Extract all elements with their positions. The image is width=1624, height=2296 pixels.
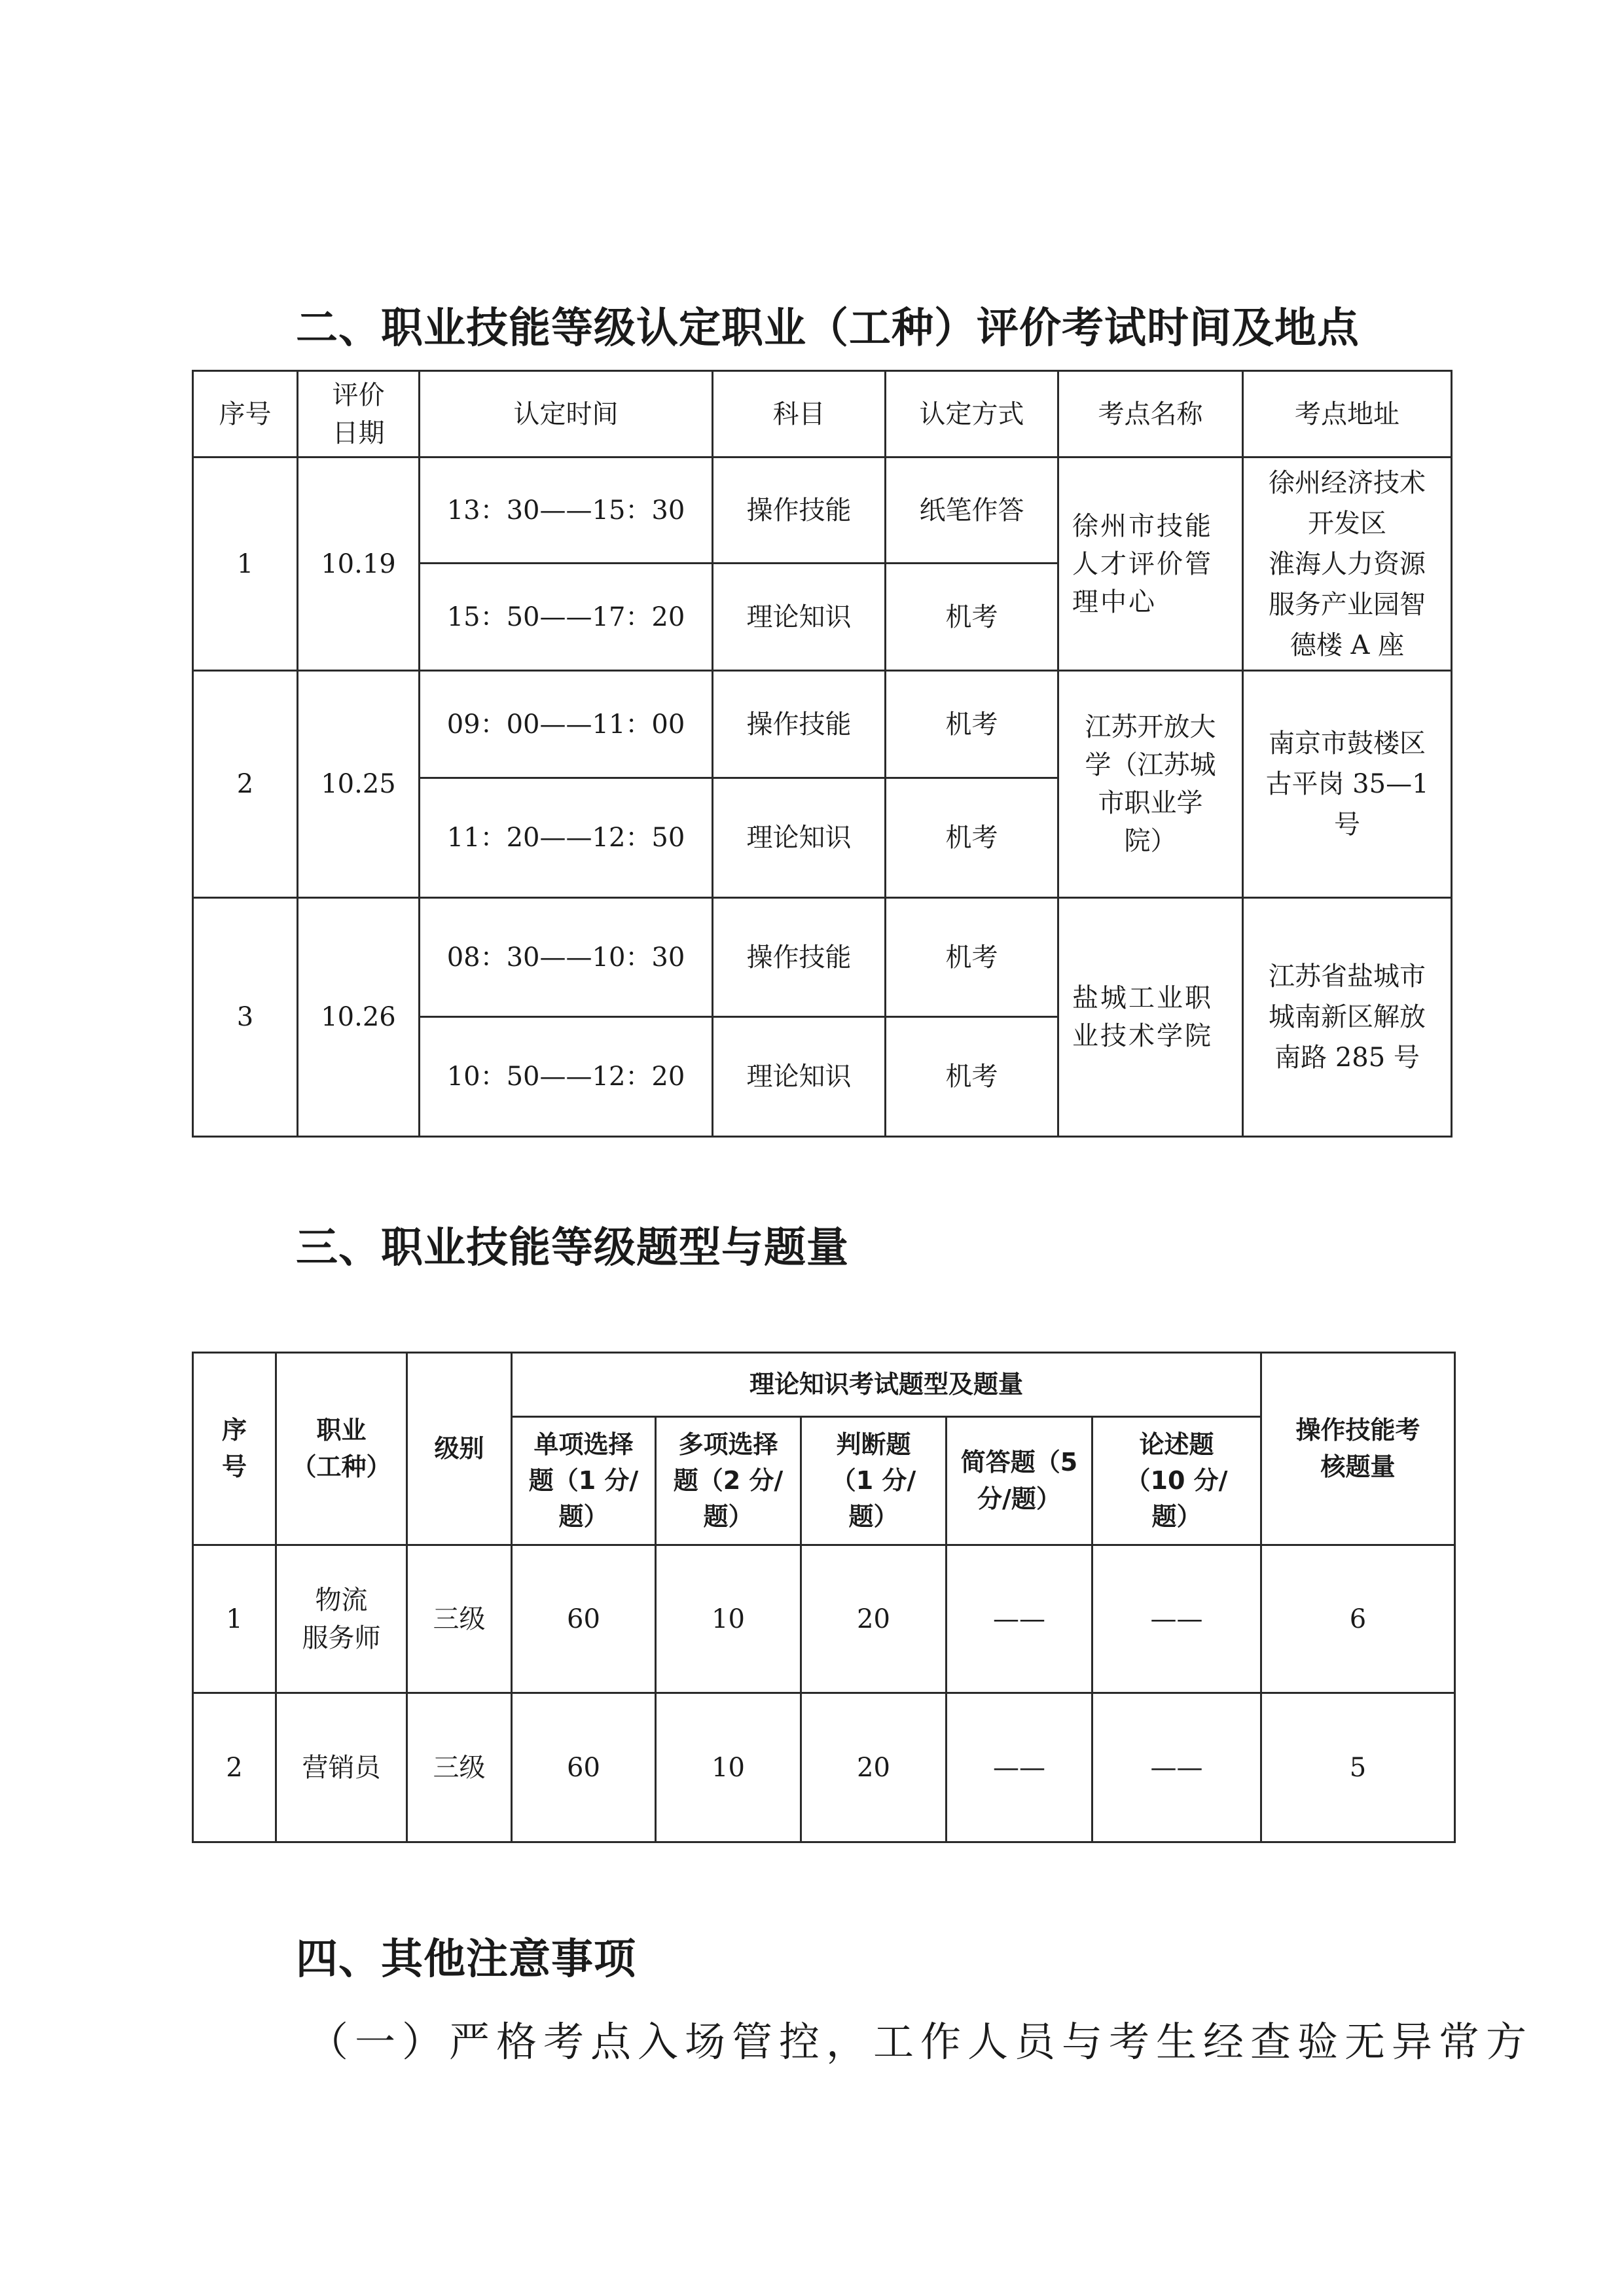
cell-job [276, 1693, 407, 1842]
session-subject: 操作技能 [713, 898, 886, 1017]
header-line: 论述题 [1139, 1429, 1214, 1459]
address-line: 开发区 [1308, 508, 1386, 539]
cell-no: 2 [193, 1693, 276, 1842]
header-date-line: 评价 [332, 380, 385, 410]
session-method: 机考 [886, 564, 1058, 671]
header-job [276, 1353, 407, 1545]
header-ops [1261, 1353, 1455, 1545]
address-line: 服务产业园智 [1269, 589, 1426, 620]
address-line: 南路 285 号 [1274, 1043, 1420, 1073]
site-name [1058, 457, 1243, 671]
session-subject: 理论知识 [713, 564, 886, 671]
table-header-row [193, 371, 1452, 457]
header-line: 题（1 分/ [528, 1465, 639, 1495]
address-line: 江苏省盐城市 [1269, 961, 1426, 992]
site-address [1243, 457, 1452, 671]
site-line: 盐城工业职 [1072, 983, 1213, 1013]
session-method: 机考 [886, 671, 1058, 778]
address-line: 德楼 A 座 [1290, 630, 1405, 660]
address-line: 号 [1334, 810, 1360, 840]
section-4-title: 四、其他注意事项 [296, 1935, 636, 1984]
session-subject: 理论知识 [713, 1017, 886, 1137]
cell-essay: —— [1092, 1693, 1261, 1842]
header-multi-choice [656, 1417, 801, 1545]
address-line: 淮海人力资源 [1269, 548, 1426, 579]
header-no-line: 号 [221, 1452, 247, 1481]
table-row [193, 1545, 1455, 1693]
header-single-choice [512, 1417, 656, 1545]
header-line: （1 分/ [831, 1465, 916, 1495]
session-method: 机考 [886, 1017, 1058, 1137]
row-date: 10.26 [298, 898, 420, 1137]
row-no: 3 [193, 898, 298, 1137]
site-name [1058, 898, 1243, 1137]
header-level: 级别 [407, 1353, 512, 1545]
header-judgement [801, 1417, 947, 1545]
cell-job [276, 1545, 407, 1693]
header-no-line: 序 [221, 1416, 247, 1445]
cell-short: —— [947, 1693, 1092, 1842]
site-line: 学（江苏城 [1085, 750, 1216, 780]
job-line: 服务师 [302, 1623, 381, 1653]
session-method: 机考 [886, 898, 1058, 1017]
site-line: 徐州市技能 [1072, 511, 1213, 541]
header-essay [1092, 1417, 1261, 1545]
header-no [193, 1353, 276, 1545]
cell-judge: 20 [801, 1545, 947, 1693]
row-date: 10.25 [298, 671, 420, 898]
table-row [193, 1693, 1455, 1842]
cell-essay: —— [1092, 1545, 1261, 1693]
session-time: 15：50——17：20 [420, 564, 713, 671]
header-time: 认定时间 [420, 371, 713, 457]
header-line: 单项选择 [533, 1429, 634, 1459]
session-method: 纸笔作答 [886, 457, 1058, 564]
session-subject: 操作技能 [713, 457, 886, 564]
header-theory-group: 理论知识考试题型及题量 [512, 1353, 1261, 1417]
exam-schedule-table [192, 370, 1453, 1138]
address-line: 徐州经济技术 [1269, 467, 1426, 498]
session-subject: 理论知识 [713, 778, 886, 898]
table-header-row [193, 1353, 1455, 1417]
cell-judge: 20 [801, 1693, 947, 1842]
header-date [298, 371, 420, 457]
header-line: 题（2 分/ [673, 1465, 784, 1495]
cell-short: —— [947, 1545, 1092, 1693]
cell-single: 60 [512, 1693, 656, 1842]
header-site: 考点名称 [1058, 371, 1243, 457]
header-no: 序号 [193, 371, 298, 457]
header-ops-line: 操作技能考 [1295, 1416, 1420, 1445]
cell-ops: 5 [1261, 1693, 1455, 1842]
header-ops-line: 核题量 [1320, 1452, 1396, 1481]
address-line: 南京市鼓楼区 [1269, 728, 1426, 759]
header-line: 题） [848, 1502, 899, 1532]
header-line: 判断题 [836, 1429, 911, 1459]
header-job-line: 职业 [316, 1416, 367, 1445]
header-line: 题） [558, 1502, 609, 1532]
notice-paragraph: （一）严格考点入场管控，工作人员与考生经查验无异常方 [308, 2018, 1534, 2066]
site-line: 人才评价管 [1072, 548, 1213, 579]
session-time: 13：30——15：30 [420, 457, 713, 564]
cell-ops: 6 [1261, 1545, 1455, 1693]
address-line: 古平岗 35—1 [1265, 769, 1429, 799]
row-date: 10.19 [298, 457, 420, 671]
cell-multi: 10 [656, 1545, 801, 1693]
section-2-title: 二、职业技能等级认定职业（工种）评价考试时间及地点 [296, 304, 1360, 353]
cell-single: 60 [512, 1545, 656, 1693]
job-line: 物流 [315, 1585, 368, 1615]
table-row [193, 457, 1452, 564]
table-row [193, 898, 1452, 1017]
section-3-title: 三、职业技能等级题型与题量 [296, 1224, 849, 1272]
session-method: 机考 [886, 778, 1058, 898]
site-line: 市职业学 [1098, 788, 1203, 818]
header-line: 题） [1151, 1502, 1202, 1532]
site-line: 业技术学院 [1072, 1021, 1213, 1051]
site-address [1243, 898, 1452, 1137]
header-address: 考点地址 [1243, 371, 1452, 457]
header-line: 多项选择 [678, 1429, 778, 1459]
site-line: 理中心 [1072, 586, 1157, 617]
address-line: 城南新区解放 [1269, 1002, 1426, 1032]
session-time: 08：30——10：30 [420, 898, 713, 1017]
site-line: 江苏开放大 [1085, 712, 1216, 742]
cell-multi: 10 [656, 1693, 801, 1842]
header-method: 认定方式 [886, 371, 1058, 457]
session-time: 11：20——12：50 [420, 778, 713, 898]
job-line: 营销员 [302, 1752, 381, 1783]
site-name [1058, 671, 1243, 898]
header-line: （10 分/ [1125, 1465, 1228, 1495]
table-row [193, 671, 1452, 778]
row-no: 1 [193, 457, 298, 671]
cell-no: 1 [193, 1545, 276, 1693]
session-time: 09：00——11：00 [420, 671, 713, 778]
cell-level: 三级 [407, 1693, 512, 1842]
header-line: 分/题） [977, 1484, 1061, 1513]
site-line: 院） [1124, 826, 1177, 856]
header-job-line: （工种） [291, 1452, 391, 1481]
session-subject: 操作技能 [713, 671, 886, 778]
header-short-answer [947, 1417, 1092, 1545]
session-time: 10：50——12：20 [420, 1017, 713, 1137]
cell-level: 三级 [407, 1545, 512, 1693]
site-address [1243, 671, 1452, 898]
header-subject: 科目 [713, 371, 886, 457]
question-type-table [192, 1352, 1456, 1843]
header-date-line: 日期 [332, 418, 385, 448]
header-line: 题） [703, 1502, 753, 1532]
row-no: 2 [193, 671, 298, 898]
header-line: 简答题（5 [960, 1448, 1078, 1477]
